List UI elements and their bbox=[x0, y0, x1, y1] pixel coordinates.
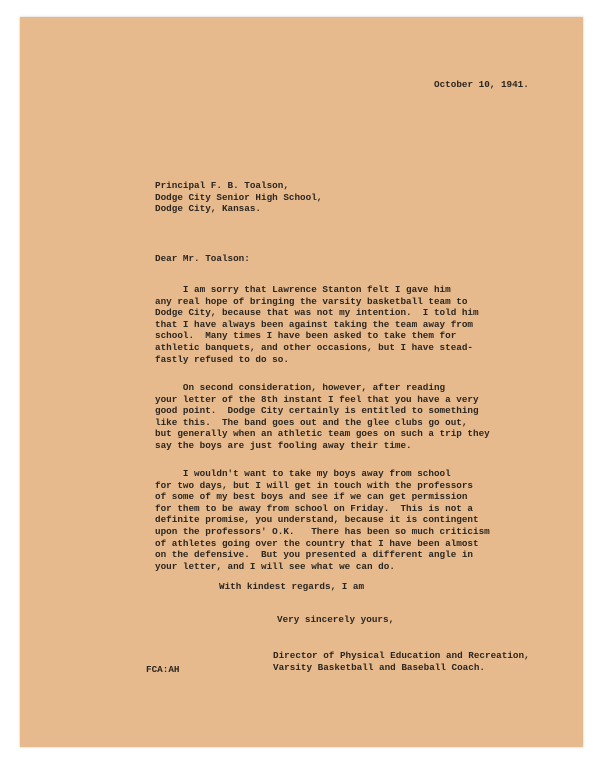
complimentary-close: Very sincerely yours, bbox=[277, 614, 395, 625]
body-line: I wouldn't want to take my boys away from school bbox=[155, 468, 451, 479]
body-line: upon the professors' O.K. There has been so much criticism bbox=[155, 525, 490, 537]
body-line: athletic banquets, and other occasions, but I have stead- bbox=[155, 341, 474, 353]
salutation: Dear Mr. Toalson: bbox=[155, 253, 250, 264]
body-line: your letter of the 8th instant I feel that you have a very bbox=[155, 393, 479, 405]
body-line: On second consideration, however, after reading bbox=[155, 382, 446, 393]
signature-title bbox=[273, 650, 530, 673]
body-line: of some of my best boys and see if we can get permission bbox=[155, 491, 468, 503]
body-line: of athletes going over the country that I have been almost bbox=[155, 537, 479, 549]
body-line: definite promise, you understand, because it is contingent bbox=[155, 514, 479, 526]
body-line: good point. Dodge City certainly is entitled to something bbox=[155, 405, 479, 417]
letter-page bbox=[20, 17, 583, 747]
body-line: like this. The band goes out and the glee clubs go out, bbox=[155, 416, 468, 428]
body-line: your letter, and I will see what we can do. bbox=[155, 560, 395, 572]
body-line: say the boys are just fooling away their time. bbox=[155, 439, 412, 451]
body-line: for two days, but I will get in touch with the professors bbox=[155, 479, 474, 491]
recipient-line: Dodge City Senior High School, bbox=[155, 191, 323, 203]
paragraph-3 bbox=[155, 468, 490, 572]
recipient-address bbox=[155, 180, 322, 215]
paragraph-2 bbox=[155, 382, 490, 452]
body-line: on the defensive. But you presented a different angle in bbox=[155, 549, 474, 561]
body-line: fastly refused to do so. bbox=[155, 353, 289, 365]
reference-initials: FCA:AH bbox=[146, 664, 180, 675]
recipient-line: Dodge City, Kansas. bbox=[155, 203, 262, 215]
signature-title-line: Director of Physical Education and Recreation, bbox=[273, 650, 530, 661]
body-line: I am sorry that Lawrence Stanton felt I gave him bbox=[155, 284, 451, 295]
regards-line: With kindest regards, I am bbox=[219, 581, 365, 592]
body-line: that I have always been against taking the team away from bbox=[155, 318, 474, 330]
body-line: for them to be away from school on Friday. This is not a bbox=[155, 502, 474, 514]
recipient-line: Principal F. B. Toalson, bbox=[155, 180, 289, 191]
signature-title-line: Varsity Basketball and Baseball Coach. bbox=[273, 661, 486, 673]
letter-date: October 10, 1941. bbox=[434, 79, 529, 90]
body-line: but generally when an athletic team goes on such a trip they bbox=[155, 428, 490, 440]
body-line: school. Many times I have been asked to take them for bbox=[155, 330, 457, 342]
paragraph-1 bbox=[155, 284, 479, 365]
body-line: any real hope of bringing the varsity basketball team to bbox=[155, 295, 468, 307]
body-line: Dodge City, because that was not my intention. I told him bbox=[155, 307, 479, 319]
